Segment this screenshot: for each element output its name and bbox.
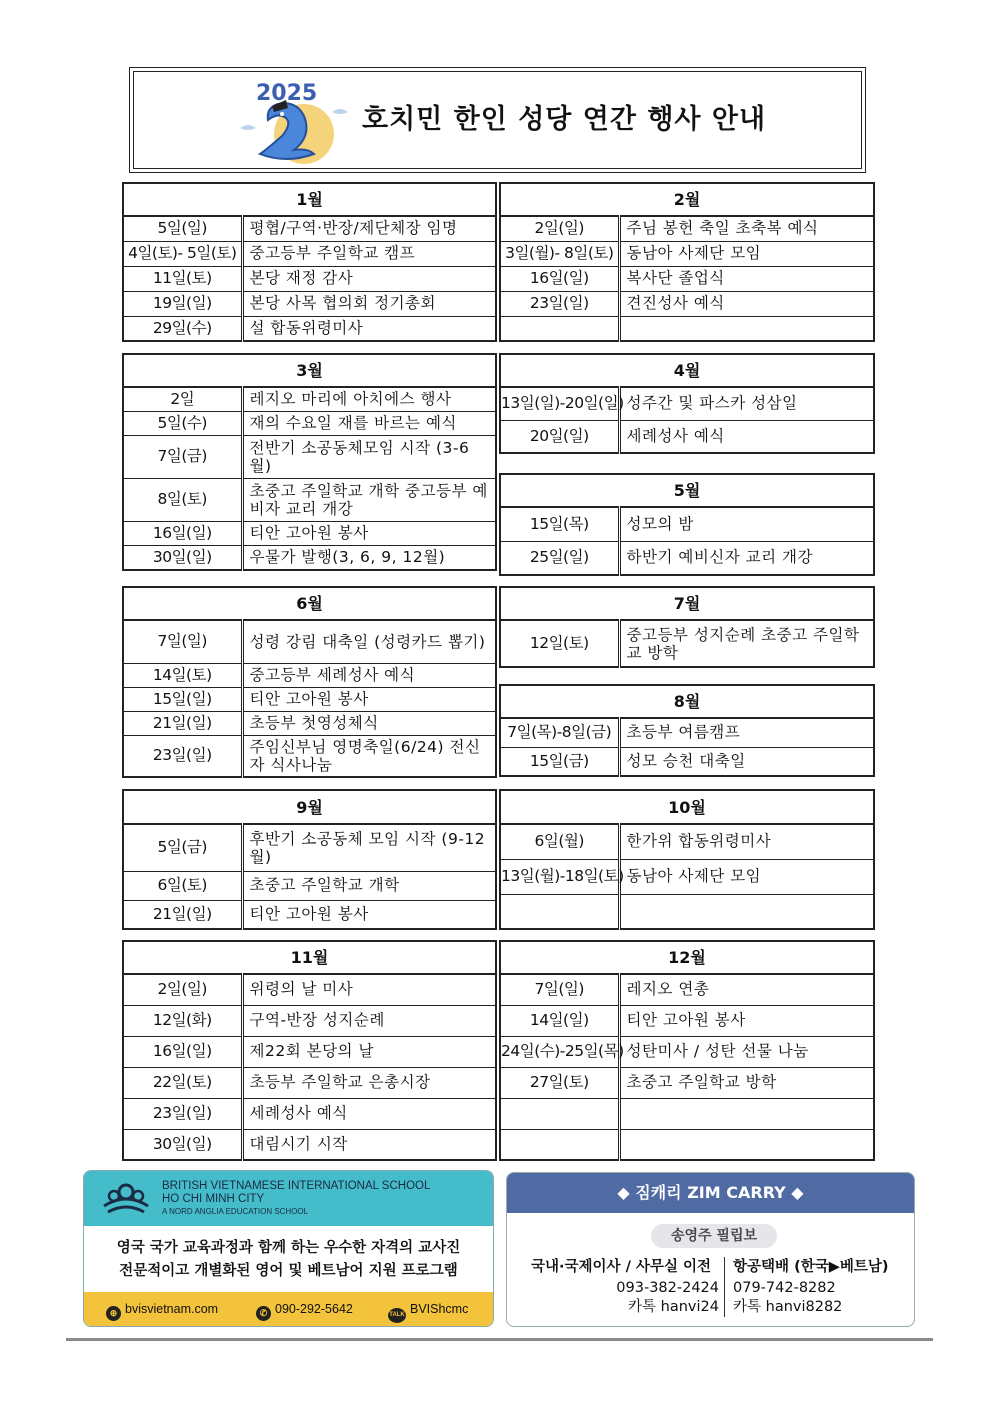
event-date: 15일(일) [123, 687, 242, 711]
table-row [500, 1067, 874, 1098]
table-row [123, 216, 496, 241]
event-name: 주님 봉헌 축일 초축복 예식 [619, 216, 874, 241]
table-row [500, 1129, 874, 1160]
month-header: 10월 [500, 790, 874, 824]
event-date [500, 1129, 619, 1160]
event-name: 견진성사 예식 [619, 291, 874, 316]
event-name: 세례성사 예식 [619, 420, 874, 453]
table-row [500, 1036, 874, 1067]
event-date: 23일(일) [500, 291, 619, 316]
school-phone-link[interactable] [256, 1301, 353, 1321]
month-header: 9월 [123, 790, 496, 824]
table-row [500, 974, 874, 1005]
table-row [500, 541, 874, 575]
event-name: 복사단 졸업식 [619, 266, 874, 291]
event-name: 우물가 발행(3, 6, 9, 12월) [242, 545, 496, 570]
event-date: 7일(금) [123, 435, 242, 478]
event-name: 위령의 날 미사 [242, 974, 496, 1005]
event-name: 초등부 주일학교 은총시장 [242, 1067, 496, 1098]
event-name: 성모 승천 대축일 [619, 747, 874, 776]
event-name: 티안 고아원 봉사 [619, 1005, 874, 1036]
month-table-sep [122, 789, 497, 930]
school-kakao-link[interactable] [388, 1301, 468, 1323]
table-row [123, 266, 496, 291]
event-name: 전반기 소공동체모임 시작 (3-6월) [242, 435, 496, 478]
courier-heading: 항공택배 (한국▶베트남) [733, 1259, 889, 1275]
event-name: 동남아 사제단 모임 [619, 859, 874, 894]
table-row [500, 718, 874, 747]
month-table-may [499, 473, 875, 576]
event-date: 3일(월)- 8일(토) [500, 241, 619, 266]
month-header: 1월 [123, 183, 496, 216]
table-row [123, 687, 496, 711]
month-table-apr [499, 353, 875, 454]
event-name: 티안 고아원 봉사 [242, 900, 496, 929]
event-date: 21일(일) [123, 900, 242, 929]
month-table-feb [499, 182, 875, 342]
event-name: 성주간 및 파스카 성삼일 [619, 387, 874, 420]
kakao-talk-icon: TALK [388, 1308, 406, 1323]
event-date: 7일(일) [123, 620, 242, 663]
table-row [500, 291, 874, 316]
event-date: 2일(일) [123, 974, 242, 1005]
month-header: 12월 [500, 941, 874, 974]
table-row [123, 387, 496, 411]
event-name: 초등부 첫영성체식 [242, 711, 496, 735]
school-phone: 090-292-5642 [275, 1302, 353, 1316]
event-name: 세례성사 예식 [242, 1098, 496, 1129]
school-website-link[interactable] [106, 1301, 218, 1321]
snake-2025-logo-icon [232, 76, 352, 164]
event-name [619, 894, 874, 929]
table-row [123, 663, 496, 687]
table-row [500, 1098, 874, 1129]
table-row [123, 1129, 496, 1160]
event-name: 성모의 밤 [619, 507, 874, 541]
event-date: 14일(토) [123, 663, 242, 687]
event-date: 7일(목)-8일(금) [500, 718, 619, 747]
zim-carry-title: ◆ 짐캐리 ZIM CARRY ◆ [507, 1173, 914, 1213]
month-header: 11월 [123, 941, 496, 974]
zim-carry-contact-name: 송영주 필립보 [651, 1224, 777, 1248]
school-website: bvisvietnam.com [125, 1302, 219, 1316]
globe-icon: ⊕ [106, 1306, 121, 1321]
event-date: 14일(일) [500, 1005, 619, 1036]
table-row [500, 507, 874, 541]
event-name [619, 1129, 874, 1160]
month-table-oct [499, 789, 875, 930]
table-row [500, 266, 874, 291]
event-date: 12일(화) [123, 1005, 242, 1036]
school-kakao: BVIShcmc [410, 1302, 469, 1316]
moving-kakao: 카톡 hanvi24 [628, 1299, 719, 1315]
month-table-jan [122, 182, 497, 342]
event-date: 23일(일) [123, 1098, 242, 1129]
table-row [500, 1005, 874, 1036]
event-date: 30일(일) [123, 545, 242, 570]
event-date: 22일(토) [123, 1067, 242, 1098]
table-row [123, 871, 496, 900]
event-date: 16일(일) [123, 521, 242, 545]
event-name [619, 1098, 874, 1129]
table-row [123, 1005, 496, 1036]
event-date [500, 1098, 619, 1129]
event-name: 제22회 본당의 날 [242, 1036, 496, 1067]
ad-bvis-banner [84, 1171, 493, 1226]
school-contact-bar [84, 1292, 493, 1326]
event-date: 2일 [123, 387, 242, 411]
event-date: 13일(일)-20일(일) [500, 387, 619, 420]
month-table-jun [122, 586, 497, 778]
table-row [123, 478, 496, 521]
event-date: 5일(금) [123, 824, 242, 871]
zim-carry-courier-col [733, 1258, 908, 1317]
table-row [123, 711, 496, 735]
event-name: 후반기 소공동체 모임 시작 (9-12월) [242, 824, 496, 871]
month-table-aug [499, 684, 875, 777]
ad-bvis-school[interactable] [83, 1170, 494, 1327]
event-name: 하반기 예비신자 교리 개강 [619, 541, 874, 575]
month-header: 3월 [123, 354, 496, 387]
event-name: 초중고 주일학교 개학 [242, 871, 496, 900]
table-row [500, 387, 874, 420]
event-name: 본당 사목 협의회 정기총회 [242, 291, 496, 316]
school-description [84, 1237, 493, 1283]
table-row [500, 241, 874, 266]
event-name: 대림시기 시작 [242, 1129, 496, 1160]
event-date [500, 894, 619, 929]
ad-zim-carry[interactable] [506, 1172, 915, 1327]
event-date: 8일(토) [123, 478, 242, 521]
table-row [500, 620, 874, 667]
moving-heading: 국내·국제이사 / 사무실 이전 [530, 1259, 712, 1275]
school-name-line1: BRITISH VIETNAMESE INTERNATIONAL SCHOOL [162, 1180, 431, 1192]
event-name: 구역-반장 성지순례 [242, 1005, 496, 1036]
school-crest-icon [98, 1180, 154, 1218]
event-name: 중고등부 성지순례 초중고 주일학교 방학 [619, 620, 874, 667]
table-row [123, 1036, 496, 1067]
table-row [500, 747, 874, 776]
footer-divider [66, 1338, 933, 1341]
courier-phone: 079-742-8282 [733, 1280, 836, 1296]
event-date: 6일(월) [500, 824, 619, 859]
event-date: 24일(수)-25일(목) [500, 1036, 619, 1067]
event-date: 27일(토) [500, 1067, 619, 1098]
event-name: 설 합동위령미사 [242, 316, 496, 341]
event-name: 재의 수요일 재를 바르는 예식 [242, 411, 496, 435]
event-date: 16일(일) [123, 1036, 242, 1067]
month-header: 2월 [500, 183, 874, 216]
school-name-sub: A NORD ANGLIA EDUCATION SCHOOL [162, 1207, 309, 1216]
event-name: 초등부 여름캠프 [619, 718, 874, 747]
table-row [500, 420, 874, 453]
school-desc-line1: 영국 국가 교육과정과 함께 하는 우수한 자격의 교사진 [116, 1240, 461, 1256]
courier-kakao: 카톡 hanvi8282 [733, 1299, 843, 1315]
table-row [123, 435, 496, 478]
table-row [123, 521, 496, 545]
event-name: 초중고 주일학교 개학 중고등부 예비자 교리 개강 [242, 478, 496, 521]
event-date: 15일(금) [500, 747, 619, 776]
event-name: 중고등부 세례성사 예식 [242, 663, 496, 687]
table-row [123, 316, 496, 341]
event-name: 한가위 합동위령미사 [619, 824, 874, 859]
month-header: 4월 [500, 354, 874, 387]
table-row [123, 411, 496, 435]
table-row [123, 620, 496, 663]
event-date: 21일(일) [123, 711, 242, 735]
event-date: 5일(일) [123, 216, 242, 241]
event-date: 23일(일) [123, 735, 242, 777]
year-label: 2025 [256, 81, 318, 106]
table-row [123, 974, 496, 1005]
event-date: 29일(수) [123, 316, 242, 341]
event-date: 20일(일) [500, 420, 619, 453]
month-header: 5월 [500, 474, 874, 507]
column-divider [724, 1257, 725, 1317]
event-date: 13일(월)-18일(토) [500, 859, 619, 894]
table-row [123, 1067, 496, 1098]
event-date: 7일(일) [500, 974, 619, 1005]
event-date: 15일(목) [500, 507, 619, 541]
event-name: 주임신부님 영명축일(6/24) 전신자 식사나눔 [242, 735, 496, 777]
table-row [123, 900, 496, 929]
event-date: 16일(일) [500, 266, 619, 291]
month-table-jul [499, 586, 875, 668]
zim-carry-moving-col [521, 1258, 721, 1317]
event-name: 성령 강림 대축일 (성령카드 뽑기) [242, 620, 496, 663]
moving-phone: 093-382-2424 [616, 1280, 719, 1296]
month-table-nov [122, 940, 497, 1161]
table-row [123, 291, 496, 316]
table-row [500, 824, 874, 859]
phone-icon: ✆ [256, 1306, 271, 1321]
month-table-dec [499, 940, 875, 1161]
event-name: 레지오 연총 [619, 974, 874, 1005]
event-name: 성탄미사 / 성탄 선물 나눔 [619, 1036, 874, 1067]
table-row [500, 859, 874, 894]
event-date: 2일(일) [500, 216, 619, 241]
table-row [500, 316, 874, 341]
month-header: 8월 [500, 685, 874, 718]
table-row [123, 735, 496, 777]
table-row [123, 1098, 496, 1129]
school-name-line2: HO CHI MINH CITY [162, 1193, 265, 1205]
table-row [123, 241, 496, 266]
event-name: 티안 고아원 봉사 [242, 687, 496, 711]
event-name [619, 316, 874, 341]
event-name: 티안 고아원 봉사 [242, 521, 496, 545]
event-name: 동남아 사제단 모임 [619, 241, 874, 266]
event-name: 평협/구역·반장/제단체장 임명 [242, 216, 496, 241]
table-row [500, 894, 874, 929]
event-date: 11일(토) [123, 266, 242, 291]
event-name: 레지오 마리에 아치에스 행사 [242, 387, 496, 411]
table-row [500, 216, 874, 241]
event-name: 중고등부 주일학교 캠프 [242, 241, 496, 266]
school-desc-line2: 전문적이고 개별화된 영어 및 베트남어 지원 프로그램 [119, 1263, 458, 1279]
event-name: 본당 재정 감사 [242, 266, 496, 291]
school-name [162, 1180, 430, 1217]
month-table-mar [122, 353, 497, 571]
event-date: 5일(수) [123, 411, 242, 435]
event-date: 19일(일) [123, 291, 242, 316]
event-date [500, 316, 619, 341]
page-title: 호치민 한인 성당 연간 행사 안내 [362, 104, 767, 135]
table-row [123, 545, 496, 570]
event-date: 25일(일) [500, 541, 619, 575]
event-date: 12일(토) [500, 620, 619, 667]
month-header: 6월 [123, 587, 496, 620]
event-date: 4일(토)- 5일(토) [123, 241, 242, 266]
event-date: 30일(일) [123, 1129, 242, 1160]
event-date: 6일(토) [123, 871, 242, 900]
table-row [123, 824, 496, 871]
month-header: 7월 [500, 587, 874, 620]
event-name: 초중고 주일학교 방학 [619, 1067, 874, 1098]
